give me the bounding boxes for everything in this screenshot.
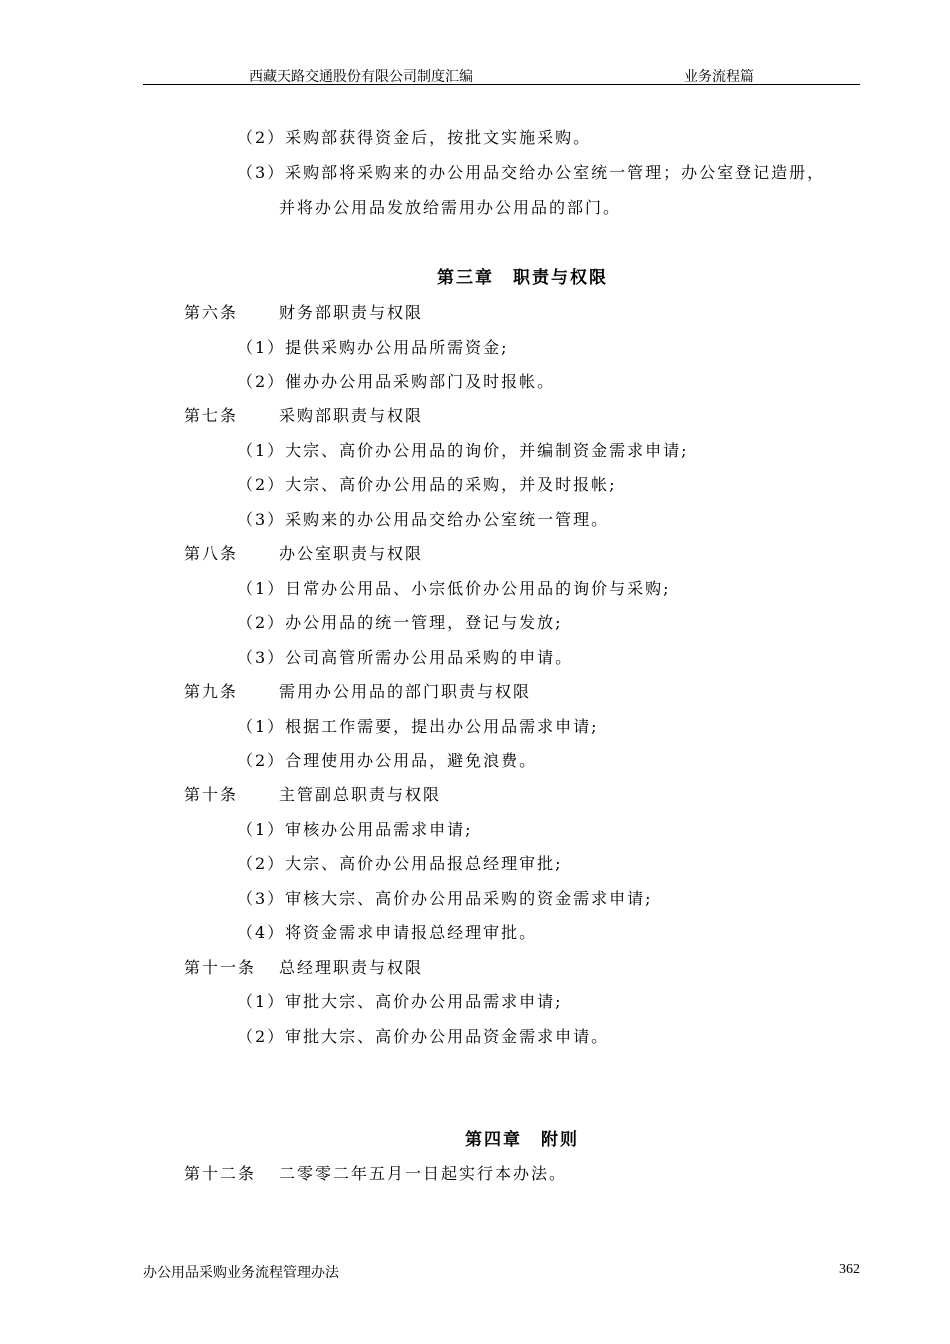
header-section-title: 业务流程篇 [684,70,754,85]
article-item: （1）根据工作需要，提出办公用品需求申请; [237,717,599,736]
intro-item: （2）采购部获得资金后，按批文实施采购。 [237,128,592,147]
chapter-4-title: 第四章 附则 [465,1130,579,1150]
article-number: 第九条 [184,682,239,701]
article-item: （2）大宗、高价办公用品的采购，并及时报帐; [237,475,617,494]
intro-item-continuation: 并将办公用品发放给需用办公用品的部门。 [279,198,622,217]
article-item: （2）催办办公用品采购部门及时报帐。 [237,372,556,391]
article-item: （1）审批大宗、高价办公用品需求申请; [237,992,563,1011]
article-12 [184,1164,567,1184]
article-item: （2）大宗、高价办公用品报总经理审批; [237,854,563,873]
header-company-title: 西藏天路交通股份有限公司制度汇编 [249,70,473,85]
article-number: 第十一条 [184,958,257,977]
article-item: （1）日常办公用品、小宗低价办公用品的询价与采购; [237,579,671,598]
article-9 [184,682,531,702]
article-8 [184,544,423,564]
article-title: 办公室职责与权限 [279,544,424,563]
article-item: （3）采购来的办公用品交给办公室统一管理。 [237,510,610,529]
article-title: 主管副总职责与权限 [279,785,442,804]
page-number: 362 [839,1262,860,1277]
chapter-3-title: 第三章 职责与权限 [437,268,608,288]
page-header [143,64,860,85]
article-number: 第十条 [184,785,239,804]
article-title: 二零零二年五月一日起实行本办法。 [279,1164,568,1183]
article-11 [184,958,423,978]
article-item: （2）办公用品的统一管理，登记与发放; [237,613,563,632]
article-item: （1）审核办公用品需求申请; [237,820,473,839]
article-title: 财务部职责与权限 [279,303,424,322]
article-number: 第十二条 [184,1164,257,1183]
article-item: （4）将资金需求申请报总经理审批。 [237,923,538,942]
article-title: 总经理职责与权限 [279,958,424,977]
footer-document-title: 办公用品采购业务流程管理办法 [143,1266,339,1281]
article-item: （1）提供采购办公用品所需资金; [237,338,509,357]
article-item: （1）大宗、高价办公用品的询价，并编制资金需求申请; [237,441,689,460]
article-7 [184,406,423,426]
article-title: 采购部职责与权限 [279,406,424,425]
article-item: （2）审批大宗、高价办公用品资金需求申请。 [237,1027,610,1046]
article-number: 第八条 [184,544,239,563]
article-6 [184,303,423,323]
article-item: （3）审核大宗、高价办公用品采购的资金需求申请; [237,889,653,908]
article-10 [184,785,441,805]
article-item: （3）公司高管所需办公用品采购的申请。 [237,648,574,667]
intro-item: （3）采购部将采购来的办公用品交给办公室统一管理；办公室登记造册， [237,163,826,182]
article-number: 第七条 [184,406,239,425]
article-item: （2）合理使用办公用品，避免浪费。 [237,751,538,770]
article-title: 需用办公用品的部门职责与权限 [279,682,532,701]
article-number: 第六条 [184,303,239,322]
